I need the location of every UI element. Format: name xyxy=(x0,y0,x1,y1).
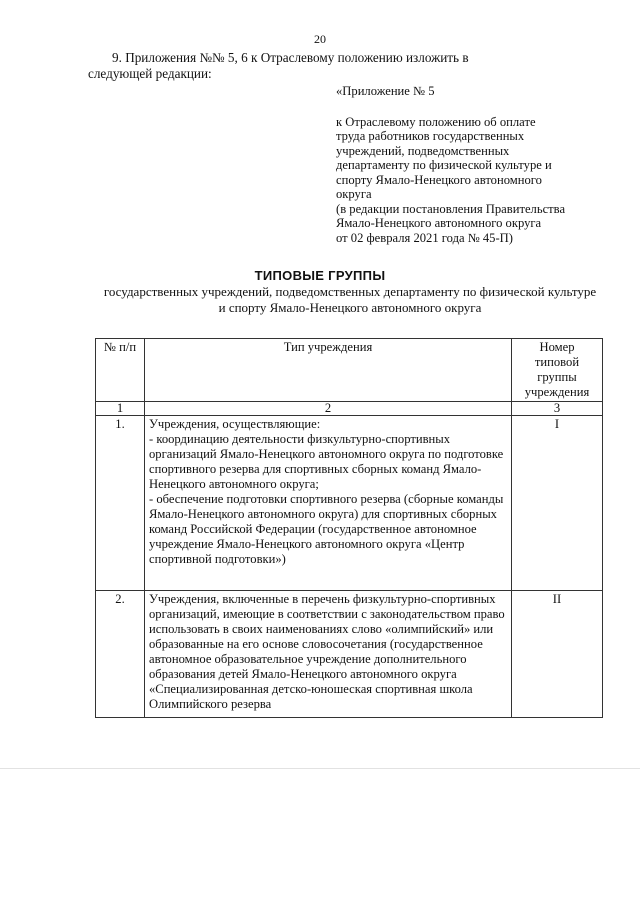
header-type: Тип учреждения xyxy=(145,339,512,402)
appendix-line: труда работников государственных xyxy=(336,129,525,143)
appendix-title: «Приложение № 5 xyxy=(336,84,435,98)
header-group: Номер типовой группы учреждения xyxy=(512,339,603,402)
blank-area xyxy=(0,768,640,906)
row-type: Учреждения, включенные в перечень физкультурно-спортивных организаций, имеющие в соответствии с законодательством право использовать в своих наименованиях слово «олимпийский» или образованные на его основе словосочетания (государственное автономное образовательное учреждение дополнительного образования детей Ямало-Ненецкого автономного округа «Специализированная детско-юношеская спортивная школа Олимпийского резерва xyxy=(145,591,512,718)
appendix-line: учреждений, подведомственных xyxy=(336,143,510,158)
appendix-line: от 02 февраля 2021 года № 45-П) xyxy=(336,230,513,245)
appendix-line: департаменту по физической культуре и xyxy=(336,158,552,172)
document-subtitle: государственных учреждений, подведомственных департаменту по физической культуре и спорту Ямало-Ненецкого автономного округа xyxy=(103,284,597,315)
column-number: 3 xyxy=(512,402,603,416)
column-number-row xyxy=(96,402,603,416)
table-header-row xyxy=(96,339,603,402)
appendix-line: к Отраслевому положению об оплате xyxy=(336,114,536,129)
header-number: № п/п xyxy=(96,339,145,402)
appendix-line: спорту Ямало-Ненецкого автономного xyxy=(336,172,542,187)
appendix-line: Ямало-Ненецкого автономного округа xyxy=(336,216,542,230)
column-number: 2 xyxy=(145,402,512,416)
amendment-first-line: 9. Приложения №№ 5, 6 к Отраслевому положению изложить в xyxy=(112,50,469,65)
table-row xyxy=(96,416,603,591)
row-number: 2. xyxy=(96,591,145,718)
document-title: ТИПОВЫЕ ГРУППЫ xyxy=(254,268,386,283)
row-number: 1. xyxy=(96,416,145,591)
row-type: Учреждения, осуществляющие: - координацию деятельности физкультурно-спортивных организаций Ямало-Ненецкого автономного округа по подготовке спортивного резерва для спортивных сборных команд Ямало-Ненецкого автономного округа; - обеспечение подготовки спортивного резерва (сборные команды Ямало-Ненецкого автономного округа) для спортивных сборных команд Российской Федерации (государственное автономное учреждение Ямало-Ненецкого автономного округа «Центр спортивной подготовки») xyxy=(145,416,512,591)
amendment-paragraph xyxy=(88,50,602,82)
row-group: I xyxy=(512,416,603,591)
page-number: 20 xyxy=(314,32,326,46)
table-row xyxy=(96,591,603,718)
appendix-header xyxy=(336,84,606,245)
institution-groups-table xyxy=(95,338,603,718)
appendix-line: округа xyxy=(336,187,372,201)
column-number: 1 xyxy=(96,402,145,416)
appendix-line: (в редакции постановления Правительства xyxy=(336,201,566,216)
amendment-second-line: следующей редакции: xyxy=(88,66,212,81)
row-group: II xyxy=(512,591,603,718)
